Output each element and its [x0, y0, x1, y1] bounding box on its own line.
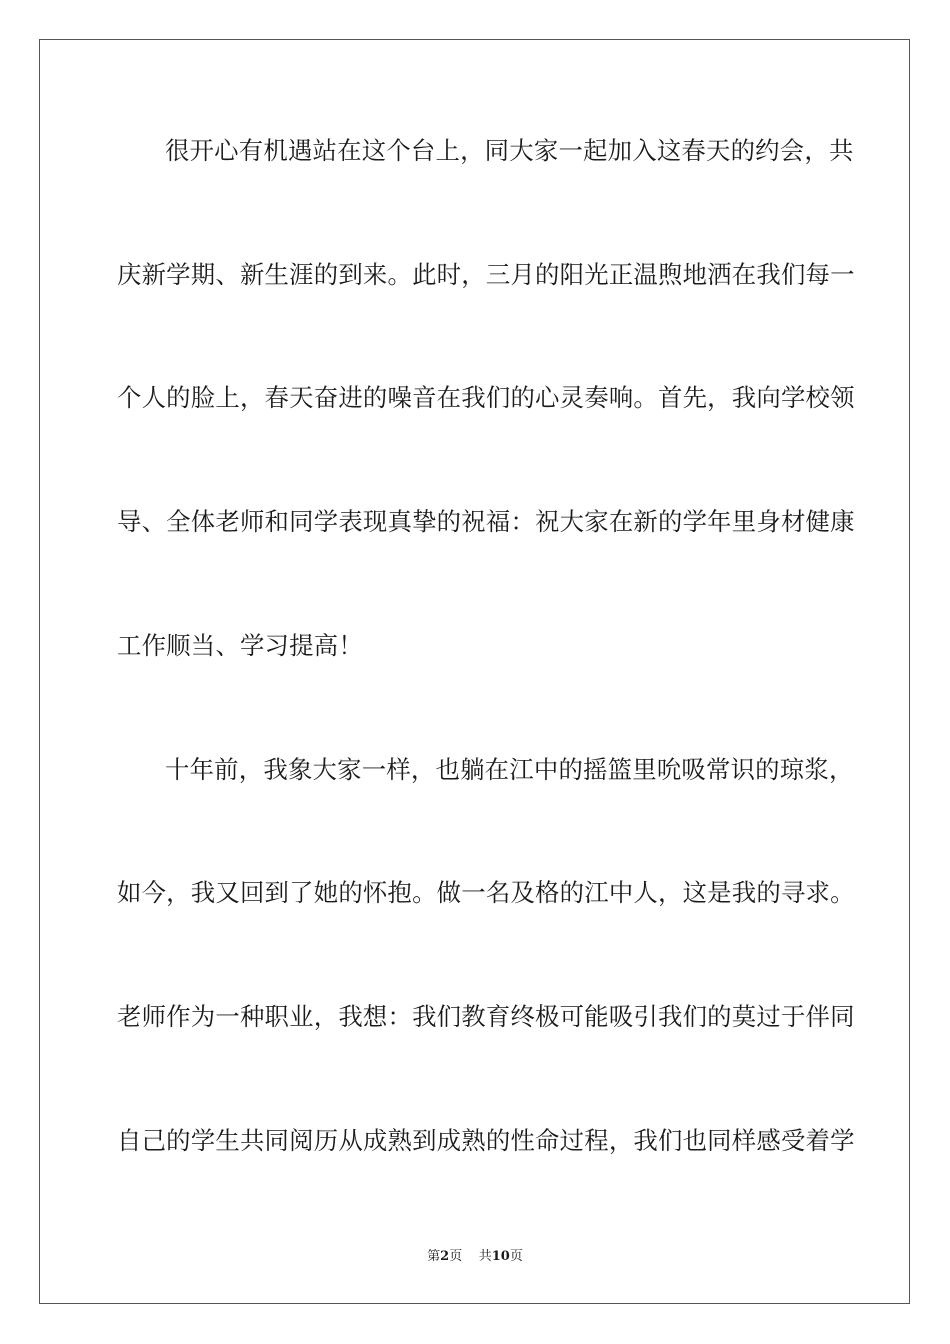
text-line-7: 如今，我又回到了她的怀抱。做一名及格的江中人，这是我的寻求。 — [117, 878, 855, 907]
footer-total-suffix: 页 — [509, 1249, 523, 1264]
page-border — [39, 39, 910, 1304]
footer-total-pages: 10 — [491, 1249, 510, 1264]
text-line-3: 个人的脸上，春天奋进的噪音在我们的心灵奏响。首先，我向学校领 — [117, 383, 855, 412]
page-footer — [0, 1249, 950, 1265]
text-line-6: 十年前，我象大家一样，也躺在江中的摇篮里吮吸常识的琼浆， — [165, 755, 854, 784]
footer-page-number: 2 — [440, 1249, 450, 1264]
text-line-9: 自己的学生共同阅历从成熟到成熟的性命过程，我们也同样感受着学 — [117, 1126, 855, 1155]
text-line-8: 老师作为一种职业，我想：我们教育终极可能吸引我们的莫过于伴同 — [117, 1002, 855, 1031]
text-line-4: 导、全体老师和同学表现真挚的祝福：祝大家在新的学年里身材健康 — [117, 507, 855, 536]
text-line-5: 工作顺当、学习提高！ — [117, 631, 363, 660]
footer-page-prefix: 第 — [427, 1249, 441, 1264]
text-line-1: 很开心有机遇站在这个台上，同大家一起加入这春天的约会，共 — [165, 136, 854, 165]
footer-total-prefix: 共 — [478, 1249, 492, 1264]
text-line-2: 庆新学期、新生涯的到来。此时，三月的阳光正温煦地洒在我们每一 — [117, 260, 855, 289]
footer-page-suffix: 页 — [449, 1249, 463, 1264]
